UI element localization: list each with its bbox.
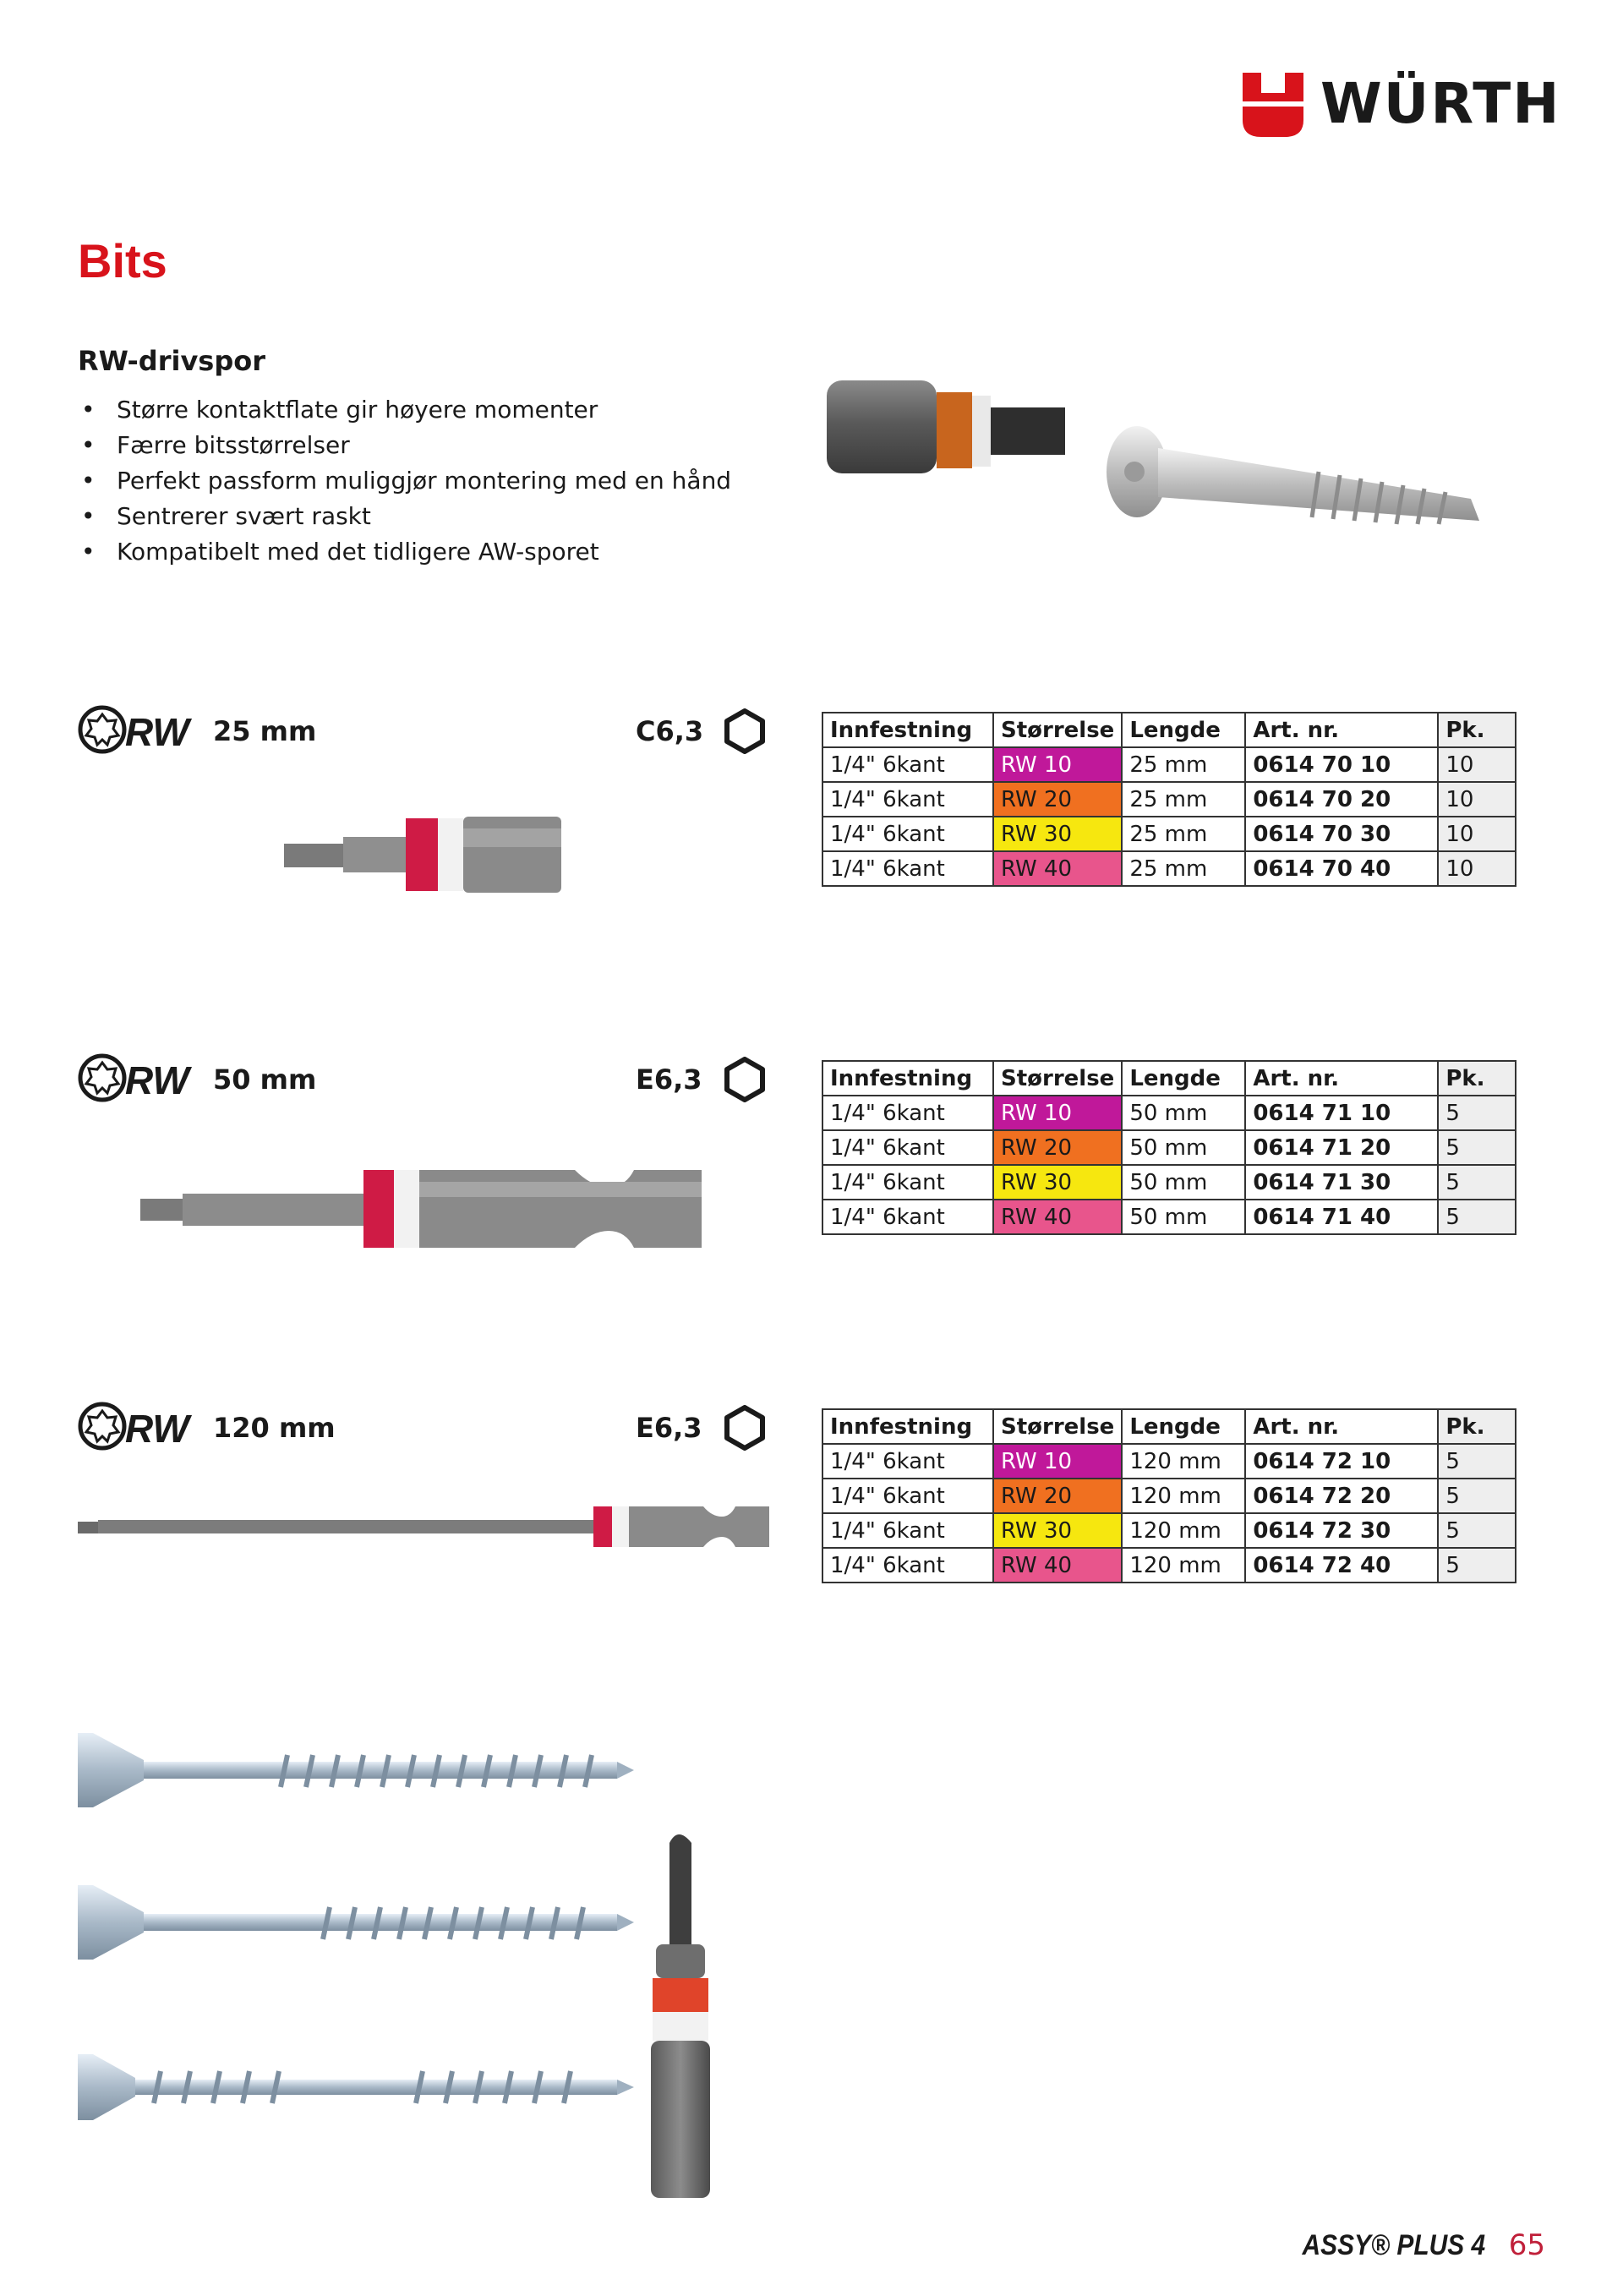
table-row [822, 747, 1516, 782]
cell-innfestning: 1/4" 6kant [822, 1165, 993, 1200]
cell-lengde: 120 mm [1122, 1479, 1245, 1513]
feature-item: • Perfekt passform muliggjør montering med en hånd [78, 463, 731, 499]
col-header-pk: Pk. [1438, 1409, 1516, 1444]
col-header-innfestning: Innfestning [822, 1061, 993, 1096]
feature-item: • Kompatibelt med det tidligere AW-sporet [78, 534, 731, 570]
cell-storrelse: RW 40 [993, 851, 1122, 886]
rw-drive-logo-icon [78, 703, 198, 759]
cell-pk: 5 [1438, 1479, 1516, 1513]
page-number: 65 [1508, 2228, 1545, 2262]
screws-and-bit-image [68, 1725, 795, 2198]
col-header-storrelse: Størrelse [993, 1061, 1122, 1096]
cell-art-nr: 0614 70 20 [1245, 782, 1438, 817]
cell-pk: 5 [1438, 1444, 1516, 1479]
feature-item: • Færre bitsstørrelser [78, 428, 731, 463]
cell-art-nr: 0614 72 10 [1245, 1444, 1438, 1479]
cell-pk: 5 [1438, 1165, 1516, 1200]
cell-innfestning: 1/4" 6kant [822, 1513, 993, 1548]
cell-pk: 5 [1438, 1200, 1516, 1234]
table-row [822, 1165, 1516, 1200]
table-header-row [822, 713, 1516, 747]
cell-pk: 10 [1438, 747, 1516, 782]
col-header-lengde: Lengde [1122, 1409, 1245, 1444]
cell-lengde: 25 mm [1122, 747, 1245, 782]
feature-list [78, 392, 731, 570]
table-header-row [822, 1061, 1516, 1096]
cell-storrelse: RW 10 [993, 747, 1122, 782]
cell-pk: 10 [1438, 782, 1516, 817]
cell-art-nr: 0614 71 40 [1245, 1200, 1438, 1234]
cell-lengde: 25 mm [1122, 817, 1245, 851]
bit-length-label: 25 mm [213, 715, 317, 747]
bit-vertical [651, 1834, 710, 2198]
cell-innfestning: 1/4" 6kant [822, 851, 993, 886]
spec-table-25mm [822, 712, 1516, 887]
table-row [822, 1096, 1516, 1130]
table-row [822, 1200, 1516, 1234]
cell-art-nr: 0614 71 30 [1245, 1165, 1438, 1200]
cell-lengde: 50 mm [1122, 1165, 1245, 1200]
cell-innfestning: 1/4" 6kant [822, 1096, 993, 1130]
cell-lengde: 120 mm [1122, 1513, 1245, 1548]
table-row [822, 851, 1516, 886]
cell-pk: 5 [1438, 1130, 1516, 1165]
screw-2 [78, 1885, 634, 1960]
table-row [822, 1479, 1516, 1513]
hex-shank-icon [722, 708, 768, 754]
cell-pk: 5 [1438, 1096, 1516, 1130]
bit-length-label: 50 mm [213, 1063, 317, 1096]
table-row [822, 1444, 1516, 1479]
page-footer [1277, 2228, 1545, 2262]
cell-art-nr: 0614 70 10 [1245, 747, 1438, 782]
cell-lengde: 120 mm [1122, 1444, 1245, 1479]
cell-innfestning: 1/4" 6kant [822, 1548, 993, 1583]
cell-storrelse: RW 40 [993, 1200, 1122, 1234]
table-row [822, 782, 1516, 817]
product-section-50mm [0, 1052, 1623, 1322]
cell-pk: 10 [1438, 851, 1516, 886]
rw-logo-text: RW [125, 1058, 189, 1102]
cell-lengde: 50 mm [1122, 1096, 1245, 1130]
page-title: Bits [78, 234, 167, 287]
spec-table-120mm [822, 1408, 1516, 1583]
screw-3 [78, 2054, 634, 2120]
shank-code-label: C6,3 [636, 715, 704, 747]
cell-art-nr: 0614 72 20 [1245, 1479, 1438, 1513]
cell-art-nr: 0614 72 40 [1245, 1548, 1438, 1583]
shank-code-label: E6,3 [636, 1063, 702, 1096]
bit-50mm-image [135, 1162, 710, 1255]
cell-storrelse: RW 20 [993, 1130, 1122, 1165]
wurth-logo [1241, 68, 1562, 139]
table-header-row [822, 1409, 1516, 1444]
cell-innfestning: 1/4" 6kant [822, 1200, 993, 1234]
cell-lengde: 25 mm [1122, 851, 1245, 886]
wurth-logo-icon [1241, 68, 1305, 139]
cell-storrelse: RW 20 [993, 1479, 1122, 1513]
col-header-innfestning: Innfestning [822, 1409, 993, 1444]
cell-storrelse: RW 10 [993, 1444, 1122, 1479]
cell-art-nr: 0614 71 20 [1245, 1130, 1438, 1165]
table-row [822, 1130, 1516, 1165]
cell-innfestning: 1/4" 6kant [822, 1479, 993, 1513]
col-header-art-nr: Art. nr. [1245, 1409, 1438, 1444]
cell-art-nr: 0614 70 30 [1245, 817, 1438, 851]
cell-storrelse: RW 40 [993, 1548, 1122, 1583]
rw-drive-logo-icon [78, 1052, 198, 1107]
col-header-storrelse: Størrelse [993, 713, 1122, 747]
bit-25mm-image [279, 812, 566, 896]
cell-storrelse: RW 30 [993, 817, 1122, 851]
cell-lengde: 50 mm [1122, 1200, 1245, 1234]
cell-storrelse: RW 30 [993, 1513, 1122, 1548]
col-header-lengde: Lengde [1122, 1061, 1245, 1096]
cell-art-nr: 0614 72 30 [1245, 1513, 1438, 1548]
bit-and-screw-image [812, 364, 1522, 558]
cell-lengde: 25 mm [1122, 782, 1245, 817]
cell-innfestning: 1/4" 6kant [822, 817, 993, 851]
col-header-innfestning: Innfestning [822, 713, 993, 747]
col-header-art-nr: Art. nr. [1245, 713, 1438, 747]
product-section-120mm [0, 1400, 1623, 1670]
rw-drive-logo-icon [78, 1400, 198, 1456]
rw-logo-text: RW [125, 710, 189, 754]
cell-innfestning: 1/4" 6kant [822, 747, 993, 782]
col-header-pk: Pk. [1438, 1061, 1516, 1096]
bit-120mm-image [78, 1501, 771, 1552]
col-header-storrelse: Størrelse [993, 1409, 1122, 1444]
cell-art-nr: 0614 71 10 [1245, 1096, 1438, 1130]
cell-art-nr: 0614 70 40 [1245, 851, 1438, 886]
table-row [822, 1513, 1516, 1548]
bit-length-label: 120 mm [213, 1412, 336, 1444]
feature-item: • Større kontaktflate gir høyere momenter [78, 392, 731, 428]
cell-innfestning: 1/4" 6kant [822, 782, 993, 817]
cell-storrelse: RW 20 [993, 782, 1122, 817]
col-header-art-nr: Art. nr. [1245, 1061, 1438, 1096]
feature-item: • Sentrerer svært raskt [78, 499, 731, 534]
cell-pk: 10 [1438, 817, 1516, 851]
cell-pk: 5 [1438, 1548, 1516, 1583]
intro-heading: RW-drivspor [78, 345, 266, 377]
cell-innfestning: 1/4" 6kant [822, 1444, 993, 1479]
rw-logo-text: RW [125, 1407, 189, 1451]
cell-pk: 5 [1438, 1513, 1516, 1548]
brand-name: WÜRTH [1320, 70, 1561, 136]
hex-shank-icon [722, 1057, 768, 1102]
cell-lengde: 120 mm [1122, 1548, 1245, 1583]
table-row [822, 1548, 1516, 1583]
col-header-pk: Pk. [1438, 713, 1516, 747]
footer-brand: ASSY® PLUS 4 [1302, 2229, 1485, 2261]
col-header-lengde: Lengde [1122, 713, 1245, 747]
cell-storrelse: RW 30 [993, 1165, 1122, 1200]
cell-innfestning: 1/4" 6kant [822, 1130, 993, 1165]
cell-lengde: 50 mm [1122, 1130, 1245, 1165]
table-row [822, 817, 1516, 851]
spec-table-50mm [822, 1060, 1516, 1235]
shank-code-label: E6,3 [636, 1412, 702, 1444]
hex-shank-icon [722, 1405, 768, 1451]
cell-storrelse: RW 10 [993, 1096, 1122, 1130]
screw-1 [78, 1733, 634, 1807]
product-section-25mm [0, 703, 1623, 974]
